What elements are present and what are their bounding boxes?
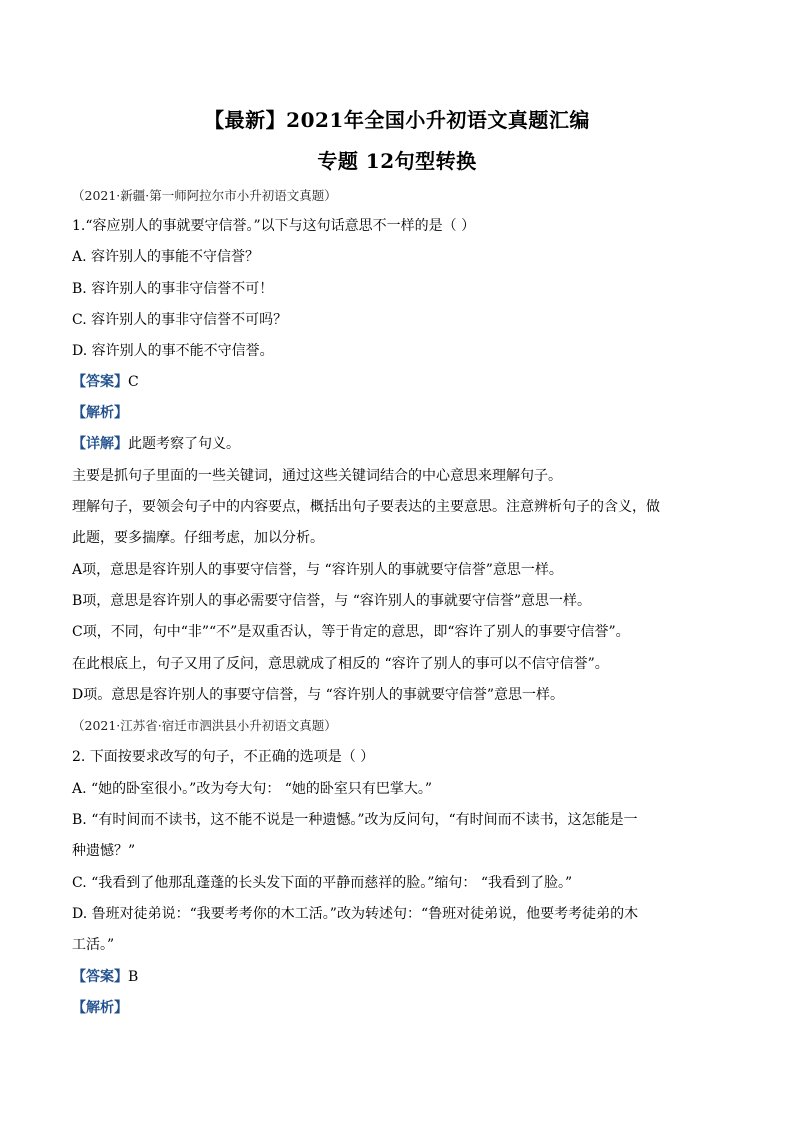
q1-answer-value: C <box>128 374 139 390</box>
q1-analysis-line: 理解句子，要领会句子中的内容要点，概括出句子要表达的主要意思。注意辨析句子的含义，做 <box>72 499 660 515</box>
q1-stem: 1.“容应别人的事就要守信誉。”以下与这句话意思不一样的是（ ） <box>72 218 476 234</box>
q2-option-d: D. 鲁班对徒弟说：“我要考考你的木工活。”改为转述句：“鲁班对徒弟说，他要考考徒弟的木 <box>72 906 639 922</box>
q1-analysis-line: B项，意思是容许别人的事必需要守信誉，与 “容许别人的事就要守信誉”意思一样。 <box>72 593 592 609</box>
q1-analysis-line: A项，意思是容许别人的事要守信誉，与 “容许别人的事就要守信誉”意思一样。 <box>72 562 563 578</box>
q1-source: （2021·新疆·第一师阿拉尔市小升初语文真题） <box>72 188 337 203</box>
q2-answer-value: B <box>128 969 139 985</box>
q1-option-b: B. 容许别人的事非守信誉不可！ <box>72 281 274 297</box>
q1-answer <box>72 372 139 392</box>
q2-source: （2021·江苏省·宿迁市泗洪县小升初语文真题） <box>72 718 337 733</box>
q1-detail-tag: 【详解】 <box>72 436 128 452</box>
q1-detail-text: 此题考察了句义。 <box>128 436 240 452</box>
q2-option-d-cont: 工活。” <box>72 937 115 953</box>
q1-analysis <box>72 403 128 423</box>
q1-analysis-line: C项，不同，句中“非”“不”是双重否认，等于肯定的意思，即“容许了别人的事要守信誉”。 <box>72 624 630 640</box>
q2-analysis-tag: 【解析】 <box>72 1000 128 1016</box>
q1-option-c: C. 容许别人的事非守信誉不可吗？ <box>72 312 288 328</box>
q2-analysis <box>72 998 128 1018</box>
q1-analysis-line: 在此根底上，句子又用了反问，意思就成了相反的 “容许了别人的事可以不信守信誉”。 <box>72 656 609 672</box>
q2-answer <box>72 967 138 987</box>
q1-option-a: A. 容许别人的事能不守信誉？ <box>72 249 260 265</box>
q2-option-c: C. “我看到了他那乱蓬蓬的长头发下面的平静而慈祥的脸。”缩句： “我看到了脸。” <box>72 875 573 891</box>
q2-option-a: A. “她的卧室很小。”改为夸大句： “她的卧室只有巴掌大。” <box>72 781 433 797</box>
q2-answer-tag: 【答案】 <box>72 969 128 985</box>
q1-analysis-line: D项。意思是容许别人的事要守信誉，与 “容许别人的事就要守信誉”意思一样。 <box>72 687 564 703</box>
q1-detail <box>72 434 240 454</box>
document-subtitle: 专题 12句型转换 <box>317 149 477 173</box>
q1-analysis-line: 主要是抓句子里面的一些关键词，通过这些关键词结合的中心意思来理解句子。 <box>72 468 562 484</box>
q1-analysis-line: 此题，要多揣摩。仔细考虑，加以分析。 <box>72 530 324 546</box>
q2-option-b: B. “有时间而不读书，这不能不说是一种遗憾。”改为反问句，“有时间而不读书，这怎能是一 <box>72 812 638 828</box>
q2-stem: 2. 下面按要求改写的句子，不正确的选项是（ ） <box>72 749 375 765</box>
q1-analysis-tag: 【解析】 <box>72 405 128 421</box>
q1-option-d: D. 容许别人的事不能不守信誉。 <box>72 343 274 359</box>
q2-option-b-cont: 种遗憾？” <box>72 843 136 859</box>
document-title: 【最新】2021年全国小升初语文真题汇编 <box>204 108 590 132</box>
q1-answer-tag: 【答案】 <box>72 374 128 390</box>
